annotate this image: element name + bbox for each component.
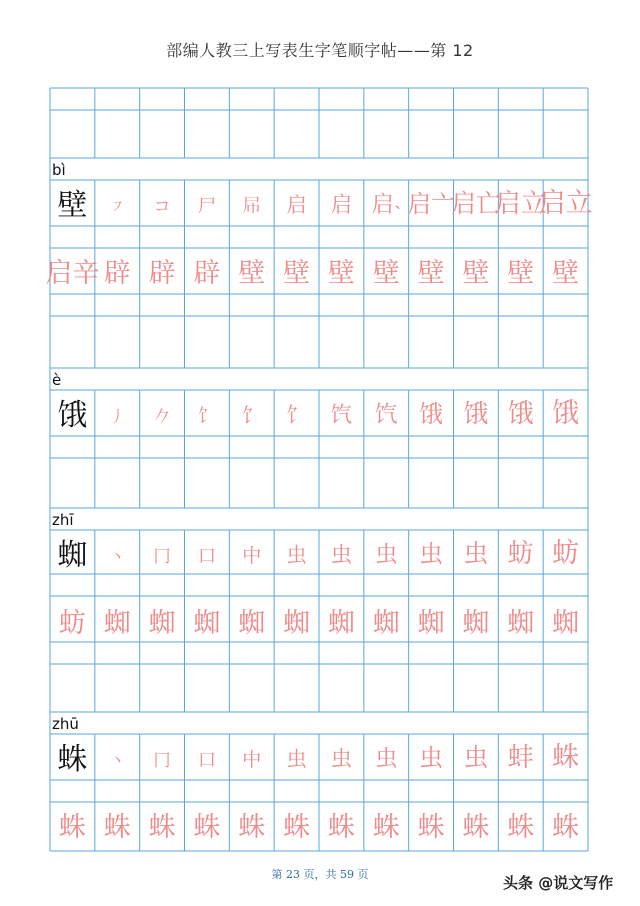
stroke-step: 丶 [109,751,126,770]
stroke-step: 启 [330,193,353,218]
trace-character: 蛛 [417,812,445,843]
main-character: 蛛 [57,742,88,777]
trace-character: 蜘 [552,608,580,639]
trace-character: 辟 [103,258,131,289]
trace-character: 蛛 [58,812,86,843]
stroke-step: 启 [286,193,307,217]
stroke-step: コ [153,197,171,217]
trace-character: 蛛 [283,812,311,843]
watermark: 头条 @说文写作 [503,874,614,892]
trace-character: 蛛 [193,812,221,843]
stroke-step: 蛛 [552,742,580,773]
stroke-step: 蚄 [552,538,580,569]
stroke-step: 启亠 [407,190,455,218]
stroke-step: 虫 [286,747,307,771]
trace-character: 壁 [462,258,490,289]
stroke-step: 冂 [153,547,171,567]
stroke-step: 虫 [374,542,398,568]
trace-character: 蛛 [462,812,490,843]
trace-character: 蛛 [327,812,355,843]
main-character: 壁 [57,188,88,223]
trace-character: 蜘 [462,608,490,639]
trace-character: 蛛 [372,812,400,843]
trace-character: 蛛 [552,812,580,843]
stroke-step: 启亡 [451,189,501,218]
trace-character: 蛛 [103,812,131,843]
stroke-step: ㇇ [109,197,126,216]
stroke-step: 饿 [552,398,580,429]
stroke-step: 丿 [109,407,126,426]
stroke-step: 蚌 [507,743,534,773]
stroke-step: 饿 [463,399,489,428]
stroke-step: 饿 [419,400,443,428]
stroke-step: 饣 [197,406,217,427]
trace-character: 蜘 [193,608,221,639]
stroke-step: 𠂊 [153,407,171,427]
trace-character: 蜘 [103,608,131,639]
stroke-step: 虫 [330,543,353,568]
stroke-step: 饿 [507,399,534,429]
trace-character: 蛛 [238,812,266,843]
trace-character: 蜘 [372,608,400,639]
pinyin-label: zhī [52,511,74,529]
stroke-step: 虫 [419,744,443,772]
trace-character: 蛛 [148,812,176,843]
pinyin-label: zhū [52,715,79,733]
trace-character: 蜘 [238,608,266,639]
stroke-step: 口 [197,750,217,771]
trace-character: 蜘 [507,608,535,639]
main-character: 饿 [57,398,88,433]
stroke-step: 启˴ [371,192,402,218]
stroke-step: 虫 [374,746,398,772]
stroke-step: 蚄 [507,539,534,569]
trace-character: 辟 [148,258,176,289]
trace-character: 壁 [507,258,535,289]
stroke-step: 虫 [419,540,443,568]
pinyin-label: è [52,371,62,389]
stroke-step: 饣 [242,404,262,427]
page-footer: 第 23 页，共 59 页 [271,868,369,881]
stroke-step: 饩 [330,403,353,428]
trace-character: 蜘 [327,608,355,639]
stroke-step: 虫 [286,543,307,567]
trace-character: 壁 [417,258,445,289]
stroke-step: 𡰯 [242,194,262,217]
trace-character: 壁 [327,258,355,289]
stroke-step: 启立 [538,188,593,219]
trace-character: 蜘 [148,608,176,639]
trace-character: 辟 [193,258,221,289]
stroke-step: 虫 [463,743,489,772]
stroke-step: 饣 [286,403,307,427]
trace-character: 启辛 [45,258,100,289]
main-character: 蜘 [57,538,88,573]
stroke-step: 尸 [197,196,217,217]
trace-character: 蚄 [58,608,86,639]
trace-character: 壁 [552,258,580,289]
stroke-step: 饩 [374,402,398,428]
stroke-step: 口 [197,546,217,567]
stroke-step: 启立 [494,189,547,219]
trace-character: 壁 [283,258,311,289]
stroke-step: 中 [242,544,262,567]
stroke-step: 丶 [109,547,126,566]
trace-character: 蜘 [417,608,445,639]
pinyin-label: bì [52,161,66,179]
trace-character: 蛛 [507,812,535,843]
stroke-step: 冂 [153,751,171,771]
stroke-step: 虫 [330,747,353,772]
page-title: 部编人教三上写表生字笔顺字帖——第 12 [166,41,474,60]
trace-character: 蜘 [283,608,311,639]
trace-character: 壁 [372,258,400,289]
stroke-step: 中 [242,748,262,771]
trace-character: 壁 [238,258,266,289]
stroke-step: 虫 [463,539,489,568]
